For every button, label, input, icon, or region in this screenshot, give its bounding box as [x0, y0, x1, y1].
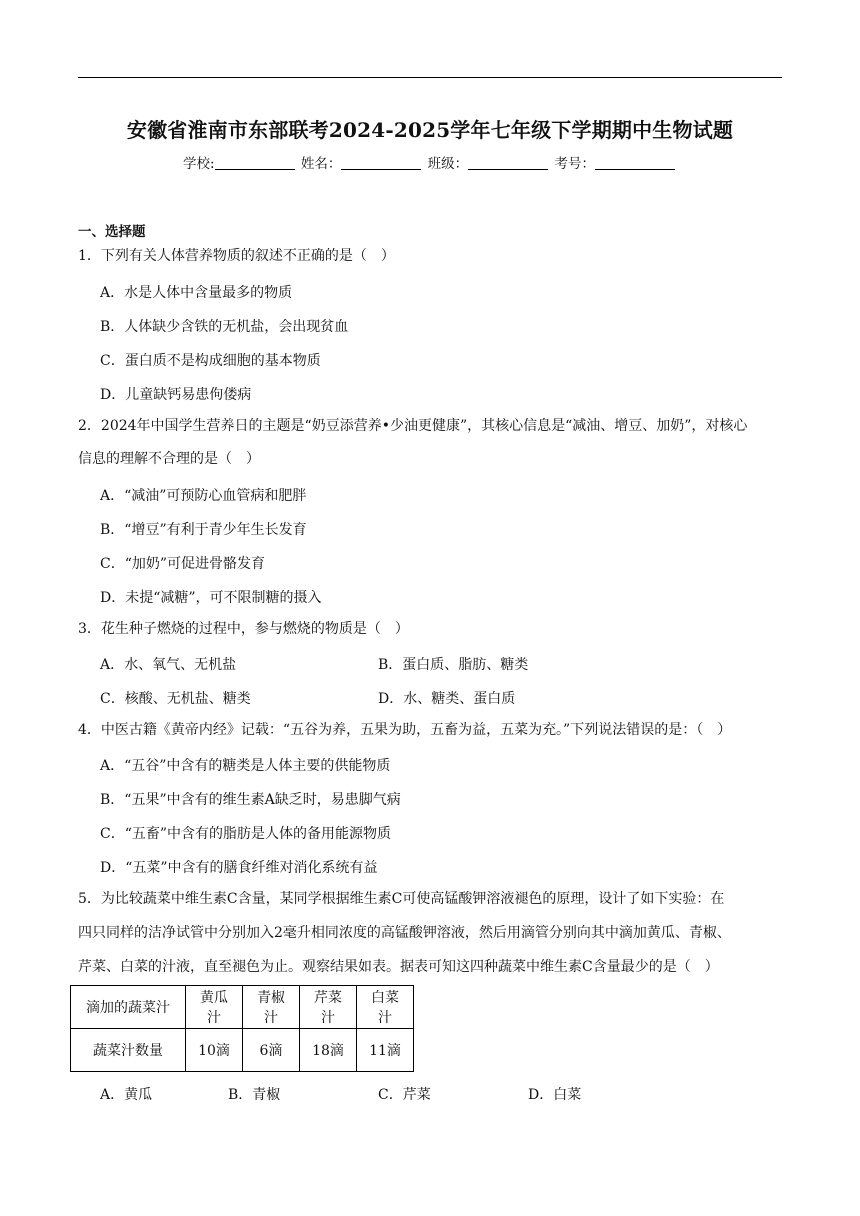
exam-no-blank[interactable]: [595, 156, 675, 170]
question-1-stem: 1．下列有关人体营养物质的叙述不正确的是（ ）: [78, 248, 395, 264]
question-5-option-c: C．芹菜: [378, 1087, 431, 1103]
table-cell: 白菜汁: [357, 986, 414, 1029]
table-cell: 10滴: [186, 1029, 243, 1072]
question-4-option-a: A．“五谷”中含有的糖类是人体主要的供能物质: [100, 758, 391, 774]
question-5-option-b: B．青椒: [228, 1087, 281, 1103]
question-5-stem-line3: 芹菜、白菜的汁液，直至褪色为止。观察结果如表。据表可知这四种蔬菜中维生素C含量最少的是（ ）: [78, 959, 719, 975]
question-1-option-c: C．蛋白质不是构成细胞的基本物质: [100, 353, 321, 369]
question-2-option-d: D．未提“减糖”，可不限制糖的摄入: [100, 590, 322, 606]
question-1-option-b: B．人体缺少含铁的无机盐，会出现贫血: [100, 319, 349, 335]
question-2-stem-line1: 2．2024年中国学生营养日的主题是“奶豆添营养•少油更健康”，其核心信息是“减油、增豆、加奶”，对核心: [78, 418, 748, 434]
table-cell: 18滴: [300, 1029, 357, 1072]
question-3-stem: 3．花生种子燃烧的过程中，参与燃烧的物质是（ ）: [78, 621, 409, 637]
question-5-stem-line1: 5．为比较蔬菜中维生素C含量，某同学根据维生素C可使高锰酸钾溶液褪色的原理，设计了如下实验：在: [78, 891, 725, 907]
question-5-option-d: D．白菜: [528, 1087, 582, 1103]
question-4-option-b: B．“五果”中含有的维生素A缺乏时，易患脚气病: [100, 792, 401, 808]
question-4-option-c: C．“五畜”中含有的脂肪是人体的备用能源物质: [100, 826, 392, 842]
question-3-option-b: B．蛋白质、脂肪、糖类: [378, 657, 529, 673]
question-2-option-c: C．“加奶”可促进骨骼发育: [100, 556, 266, 572]
class-blank[interactable]: [468, 156, 548, 170]
question-1-option-a: A．水是人体中含量最多的物质: [100, 285, 293, 301]
vegetable-juice-table: [70, 985, 414, 1072]
question-3-option-a: A．水、氧气、无机盐: [100, 657, 237, 673]
exam-no-label: 考号：: [554, 156, 595, 172]
question-5-stem-line2: 四只同样的洁净试管中分别加入2毫升相同浓度的高锰酸钾溶液，然后用滴管分别向其中滴加黄瓜、青椒、: [78, 925, 731, 941]
table-cell: 青椒汁: [243, 986, 300, 1029]
question-2-option-b: B．“增豆”有利于青少年生长发育: [100, 522, 307, 538]
question-3-option-c: C．核酸、无机盐、糖类: [100, 691, 251, 707]
table-cell: 芹菜汁: [300, 986, 357, 1029]
question-3-option-d: D．水、糖类、蛋白质: [378, 691, 516, 707]
student-info-line: [0, 152, 860, 172]
question-1-option-d: D．儿童缺钙易患佝偻病: [100, 387, 252, 403]
table-row: [71, 986, 414, 1029]
table-cell: 11滴: [357, 1029, 414, 1072]
class-label: 班级：: [427, 156, 469, 172]
question-2-stem-line2: 信息的理解不合理的是（ ）: [78, 451, 260, 467]
table-cell: 黄瓜汁: [186, 986, 243, 1029]
table-cell: 滴加的蔬菜汁: [71, 986, 186, 1029]
name-blank[interactable]: [341, 156, 421, 170]
school-label: 学校:: [183, 156, 215, 172]
table-cell: 6滴: [243, 1029, 300, 1072]
question-4-stem: 4．中医古籍《黄帝内经》记载：“五谷为养，五果为助，五畜为益，五菜为充。”下列说法错误的是：（ ）: [78, 722, 732, 738]
section-heading: 一、选择题: [78, 224, 146, 240]
question-4-option-d: D．“五菜”中含有的膳食纤维对消化系统有益: [100, 860, 378, 876]
page-title: 安徽省淮南市东部联考2024-2025学年七年级下学期期中生物试题: [126, 118, 734, 142]
school-blank[interactable]: [215, 156, 295, 170]
table-cell: 蔬菜汁数量: [71, 1029, 186, 1072]
table-row: [71, 1029, 414, 1072]
question-5-option-a: A．黄瓜: [100, 1087, 153, 1103]
name-label: 姓名：: [300, 156, 342, 172]
header-rule: [78, 77, 782, 78]
question-2-option-a: A．“减油”可预防心血管病和肥胖: [100, 488, 307, 504]
